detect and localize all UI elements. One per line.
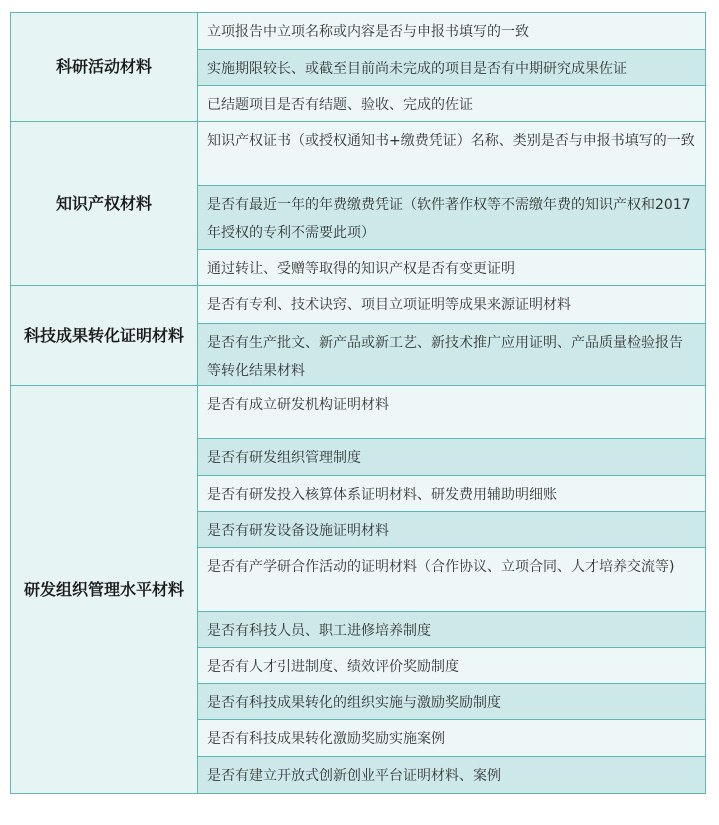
checklist-item-cell: 已结题项目是否有结题、验收、完成的佐证 xyxy=(198,86,706,122)
checklist-item-cell: 是否有科技成果转化的组织实施与激励奖励制度 xyxy=(198,684,706,720)
table-row xyxy=(11,122,706,186)
category-cell: 科技成果转化证明材料 xyxy=(11,286,198,386)
checklist-item-cell: 是否有研发投入核算体系证明材料、研发费用辅助明细账 xyxy=(198,476,706,512)
checklist-item-cell: 是否有研发组织管理制度 xyxy=(198,439,706,476)
checklist-item-cell: 是否有科技成果转化激励奖励实施案例 xyxy=(198,720,706,757)
checklist-item-cell: 是否有科技人员、职工进修培养制度 xyxy=(198,612,706,648)
checklist-item-cell: 是否有研发设备设施证明材料 xyxy=(198,512,706,548)
checklist-item-cell: 是否有成立研发机构证明材料 xyxy=(198,386,706,439)
category-cell: 科研活动材料 xyxy=(11,13,198,122)
table-row xyxy=(11,13,706,50)
checklist-item-cell: 是否有产学研合作活动的证明材料（合作协议、立项合同、人才培养交流等) xyxy=(198,548,706,612)
checklist-item-cell: 实施期限较长、或截至目前尚未完成的项目是否有中期研究成果佐证 xyxy=(198,50,706,86)
checklist-item-cell: 是否有专利、技术诀窍、项目立项证明等成果来源证明材料 xyxy=(198,286,706,324)
checklist-item-cell: 知识产权证书（或授权通知书+缴费凭证）名称、类别是否与申报书填写的一致 xyxy=(198,122,706,186)
table-row xyxy=(11,286,706,324)
table-row xyxy=(11,386,706,439)
category-cell: 研发组织管理水平材料 xyxy=(11,386,198,794)
checklist-item-cell: 通过转让、受赠等取得的知识产权是否有变更证明 xyxy=(198,250,706,286)
checklist-item-cell: 是否有建立开放式创新创业平台证明材料、案例 xyxy=(198,757,706,794)
checklist-item-cell: 是否有最近一年的年费缴费凭证（软件著作权等不需缴年费的知识产权和2017年授权的专利不需要此项） xyxy=(198,186,706,250)
materials-checklist-table xyxy=(10,12,706,794)
category-cell: 知识产权材料 xyxy=(11,122,198,286)
checklist-item-cell: 立项报告中立项名称或内容是否与申报书填写的一致 xyxy=(198,13,706,50)
checklist-item-cell: 是否有人才引进制度、绩效评价奖励制度 xyxy=(198,648,706,684)
checklist-item-cell: 是否有生产批文、新产品或新工艺、新技术推广应用证明、产品质量检验报告等转化结果材料 xyxy=(198,324,706,386)
